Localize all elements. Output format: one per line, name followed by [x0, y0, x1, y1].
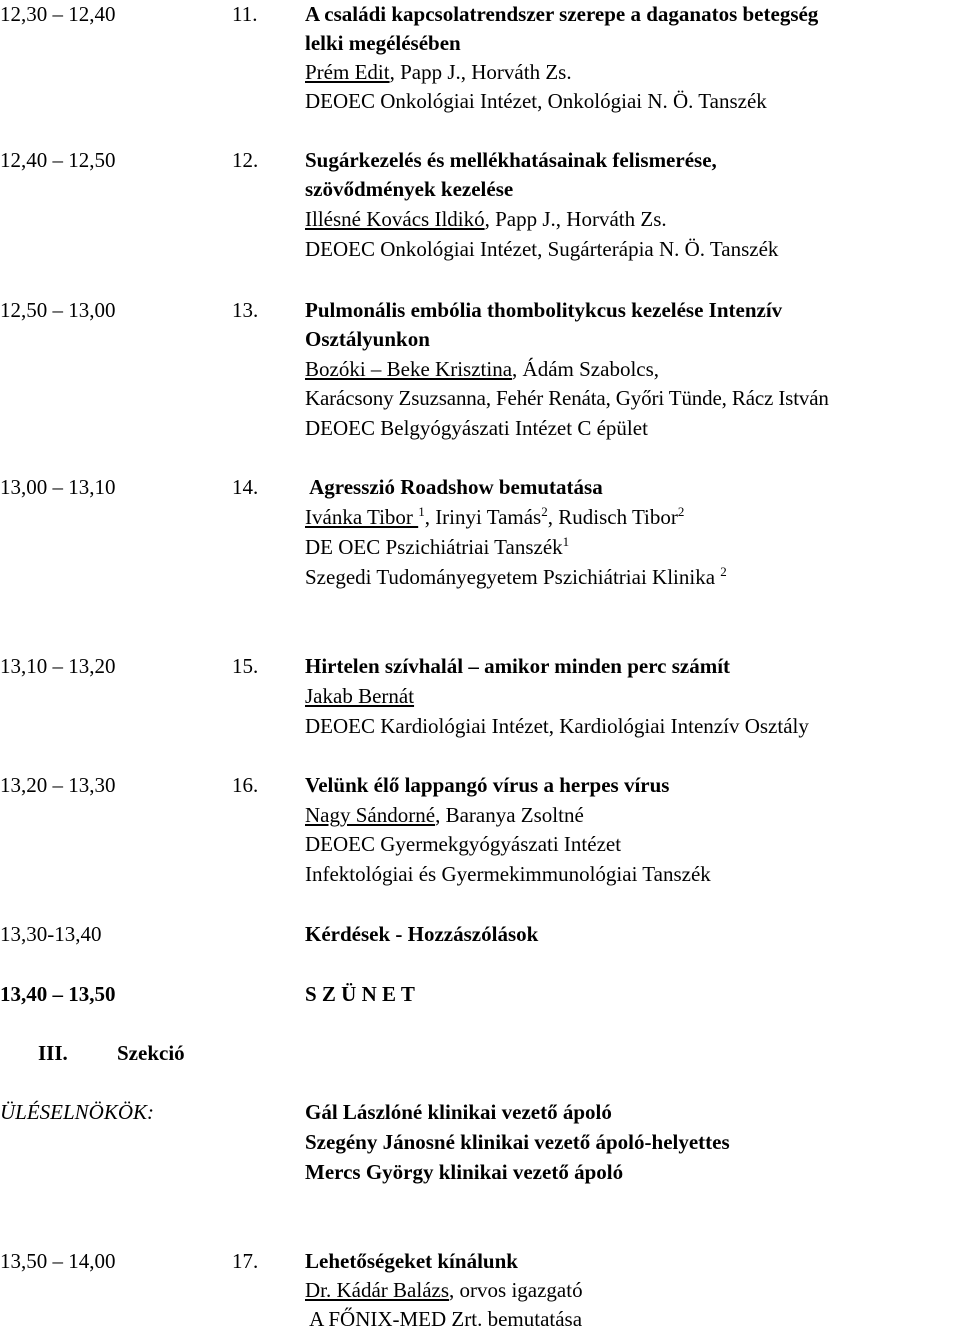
session-11-title-line2: lelki megélésében — [305, 31, 461, 55]
session-13-authors-line2: Karácsony Zsuzsanna, Fehér Renáta, Győri Tünde, Rácz István — [305, 386, 829, 410]
session-16-authors — [305, 800, 584, 830]
affiliation-text: DE OEC Pszichiátriai Tanszék — [305, 535, 563, 559]
session-11-presenter: Prém Edit — [305, 60, 390, 84]
chair-name: Gál Lászlóné klinikai vezető ápoló — [305, 1100, 612, 1124]
session-16-title: Velünk élő lappangó vírus a herpes vírus — [305, 773, 670, 797]
session-14-number: 14. — [232, 475, 259, 499]
affiliation-text: Szegedi Tudományegyetem Pszichiátriai Klinika — [305, 565, 721, 589]
session-17-company: A FŐNIX-MED Zrt. bemutatása — [305, 1307, 583, 1331]
break-time: 13,40 – 13,50 — [0, 982, 116, 1006]
session-16-time: 13,20 – 13,30 — [0, 773, 116, 797]
questions-time: 13,30-13,40 — [0, 922, 102, 946]
session-14-time: 13,00 – 13,10 — [0, 475, 116, 499]
session-12-number: 12. — [232, 148, 259, 172]
session-11-number: 11. — [232, 2, 258, 26]
affiliation-sup: 1 — [562, 534, 570, 549]
session-16-presenter: Nagy Sándorné — [305, 803, 436, 827]
session-15-title: Hirtelen szívhalál – amikor minden perc számít — [305, 654, 731, 678]
section-number: III. — [38, 1041, 68, 1065]
session-17-role: , orvos igazgató — [449, 1278, 583, 1302]
session-13-time: 12,50 – 13,00 — [0, 298, 116, 322]
chair-name: Szegény Jánosné klinikai vezető ápoló-helyettes — [305, 1130, 730, 1154]
questions-label: Kérdések - Hozzászólások — [305, 922, 539, 946]
session-14-coauthor-2: , Rudisch Tibor — [547, 505, 678, 529]
session-12-coauthors: , Papp J., Horváth Zs. — [484, 207, 667, 231]
section-label: Szekció — [117, 1041, 185, 1065]
session-17-presenter: Dr. Kádár Balázs — [305, 1278, 450, 1302]
session-13-coauthors: , Ádám Szabolcs, — [512, 357, 660, 381]
session-14-title: Agresszió Roadshow bemutatása — [305, 475, 603, 499]
session-13-title-line2: Osztályunkon — [305, 327, 430, 351]
session-11-affiliation: DEOEC Onkológiai Intézet, Onkológiai N. Ö. Tanszék — [305, 89, 767, 113]
session-11-time: 12,30 – 12,40 — [0, 2, 116, 26]
session-16-number: 16. — [232, 773, 259, 797]
session-15-authors — [305, 681, 414, 711]
session-12-time: 12,40 – 12,50 — [0, 148, 116, 172]
session-15-time: 13,10 – 13,20 — [0, 654, 116, 678]
session-17-number: 17. — [232, 1249, 259, 1273]
session-11-title-line1: A családi kapcsolatrendszer szerepe a daganatos betegség — [305, 2, 819, 26]
chair-name: Mercs György klinikai vezető ápoló — [305, 1160, 624, 1184]
affiliation-sup: 2 — [720, 564, 727, 579]
session-12-presenter: Illésné Kovács Ildikó — [305, 207, 485, 231]
session-17-authors — [305, 1275, 583, 1305]
session-17-time: 13,50 – 14,00 — [0, 1249, 116, 1273]
session-14-sup: 2 — [677, 504, 685, 519]
session-14-coauthor-1: , Irinyi Tamás — [424, 505, 542, 529]
session-15-affiliation: DEOEC Kardiológiai Intézet, Kardiológiai Intenzív Osztály — [305, 714, 809, 738]
session-13-presenter: Bozóki – Beke Krisztina — [305, 357, 513, 381]
session-11-coauthors: , Papp J., Horváth Zs. — [389, 60, 572, 84]
break-label: S Z Ü N E T — [305, 982, 415, 1006]
session-12-affiliation: DEOEC Onkológiai Intézet, Sugárterápia N. Ö. Tanszék — [305, 237, 779, 261]
session-13-affiliation: DEOEC Belgyógyászati Intézet C épület — [305, 416, 648, 440]
session-13-title-line1: Pulmonális embólia thombolitykcus kezelése Intenzív — [305, 298, 783, 322]
session-14-presenter: Ivánka Tibor — [305, 505, 419, 529]
session-12-authors — [305, 204, 667, 234]
session-13-number: 13. — [232, 298, 259, 322]
session-16-coauthors: , Baranya Zsoltné — [435, 803, 584, 827]
chairs-label: ÜLÉSELNÖKÖK: — [0, 1100, 155, 1124]
session-13-authors — [305, 354, 659, 384]
session-14-sup: 2 — [541, 504, 548, 519]
session-15-number: 15. — [232, 654, 259, 678]
session-14-affiliation-1 — [305, 532, 569, 562]
session-14-authors — [305, 502, 684, 532]
session-14-affiliation-2 — [305, 562, 727, 592]
session-14-sup: 1 — [418, 504, 425, 519]
session-15-presenter: Jakab Bernát — [305, 684, 415, 708]
session-12-title-line2: szövődmények kezelése — [305, 177, 514, 201]
session-16-affiliation-2: Infektológiai és Gyermekimmunológiai Tanszék — [305, 862, 711, 886]
session-17-title: Lehetőségeket kínálunk — [305, 1249, 518, 1273]
session-12-title-line1: Sugárkezelés és mellékhatásainak felismerése, — [305, 148, 717, 172]
session-16-affiliation-1: DEOEC Gyermekgyógyászati Intézet — [305, 832, 622, 856]
session-11-authors — [305, 57, 572, 87]
